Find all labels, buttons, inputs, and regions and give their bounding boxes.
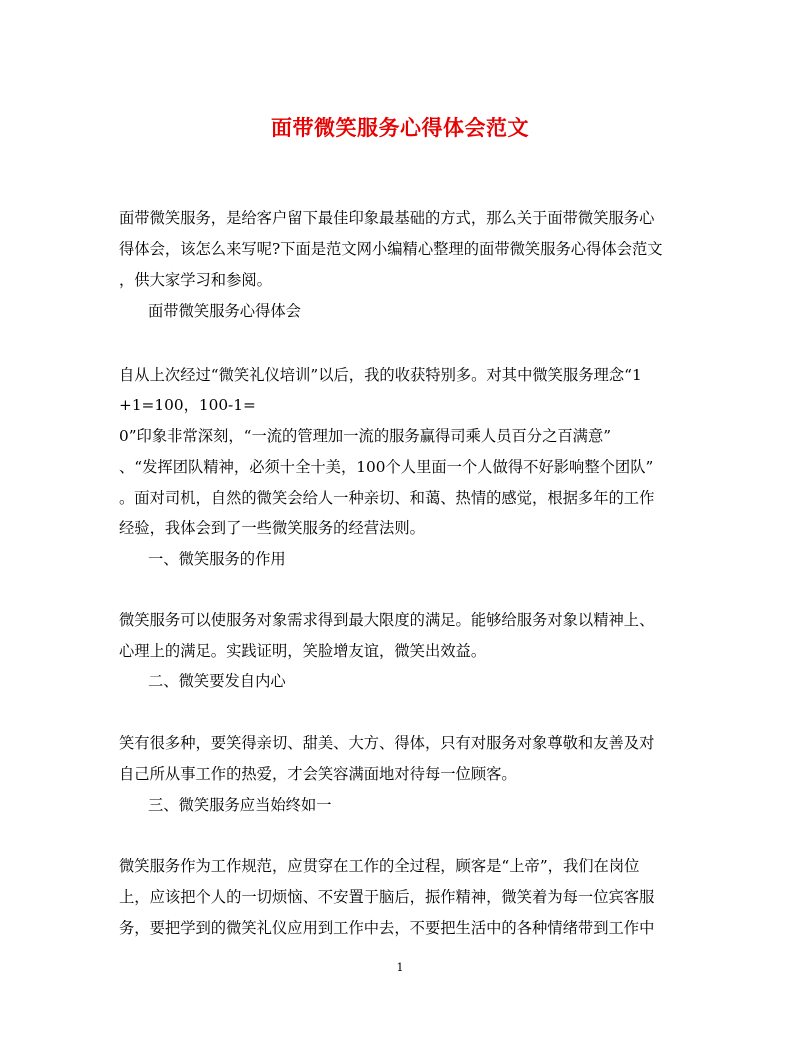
paragraph-line: +1=100，100-1= xyxy=(119,396,256,414)
paragraph-line: 心理上的满足。实践证明，笑脸增友谊，微笑出效益。 xyxy=(119,642,487,660)
paragraph-line: 自己所从事工作的热爱，才会笑容满面地对待每一位顾客。 xyxy=(119,765,517,783)
page-number: 1 xyxy=(396,961,404,974)
paragraph-line: 自从上次经过“微笑礼仪培训”以后，我的收获特别多。对其中微笑服务理念“1 xyxy=(119,366,642,384)
paragraph-line: 0”印象非常深刻，“一流的管理加一流的服务赢得司乘人员百分之百满意” xyxy=(119,427,612,445)
paragraph-line: 笑有很多种，要笑得亲切、甜美、大方、得体，只有对服务对象尊敬和友善及对 xyxy=(119,734,655,752)
paragraph-line: 务，要把学到的微笑礼仪应用到工作中去，不要把生活中的各种情绪带到工作中 xyxy=(119,919,655,937)
intro-line-3: ，供大家学习和参阅。 xyxy=(119,271,272,289)
section-heading-3: 三、微笑服务应当始终如一 xyxy=(148,796,332,814)
paragraph-line: 、“发挥团队精神，必须十全十美，100个人里面一个人做得不好影响整个团队” xyxy=(119,458,654,476)
intro-line-2: 得体会，该怎么来写呢?下面是范文网小编精心整理的面带微笑服务心得体会范文 xyxy=(119,240,663,258)
intro-line-1: 面带微笑服务，是给客户留下最佳印象最基础的方式，那么关于面带微笑服务心 xyxy=(119,209,655,227)
paragraph-line: 微笑服务可以使服务对象需求得到最大限度的满足。能够给服务对象以精神上、 xyxy=(119,611,655,629)
paragraph-line: 微笑服务作为工作规范，应贯穿在工作的全过程，顾客是“上帝”，我们在岗位 xyxy=(119,857,640,875)
section-heading-2: 二、微笑要发自内心 xyxy=(148,672,286,690)
section-heading-1: 一、微笑服务的作用 xyxy=(148,550,286,568)
paragraph-line: 上，应该把个人的一切烦恼、不安置于脑后，振作精神，微笑着为每一位宾客服 xyxy=(119,888,655,906)
paragraph-line: 经验，我体会到了一些微笑服务的经营法则。 xyxy=(119,519,425,537)
section-heading-main: 面带微笑服务心得体会 xyxy=(148,302,301,320)
paragraph-line: 。面对司机，自然的微笑会给人一种亲切、和蔼、热情的感觉，根据多年的工作 xyxy=(119,489,655,507)
document-title: 面带微笑服务心得体会范文 xyxy=(271,115,529,140)
